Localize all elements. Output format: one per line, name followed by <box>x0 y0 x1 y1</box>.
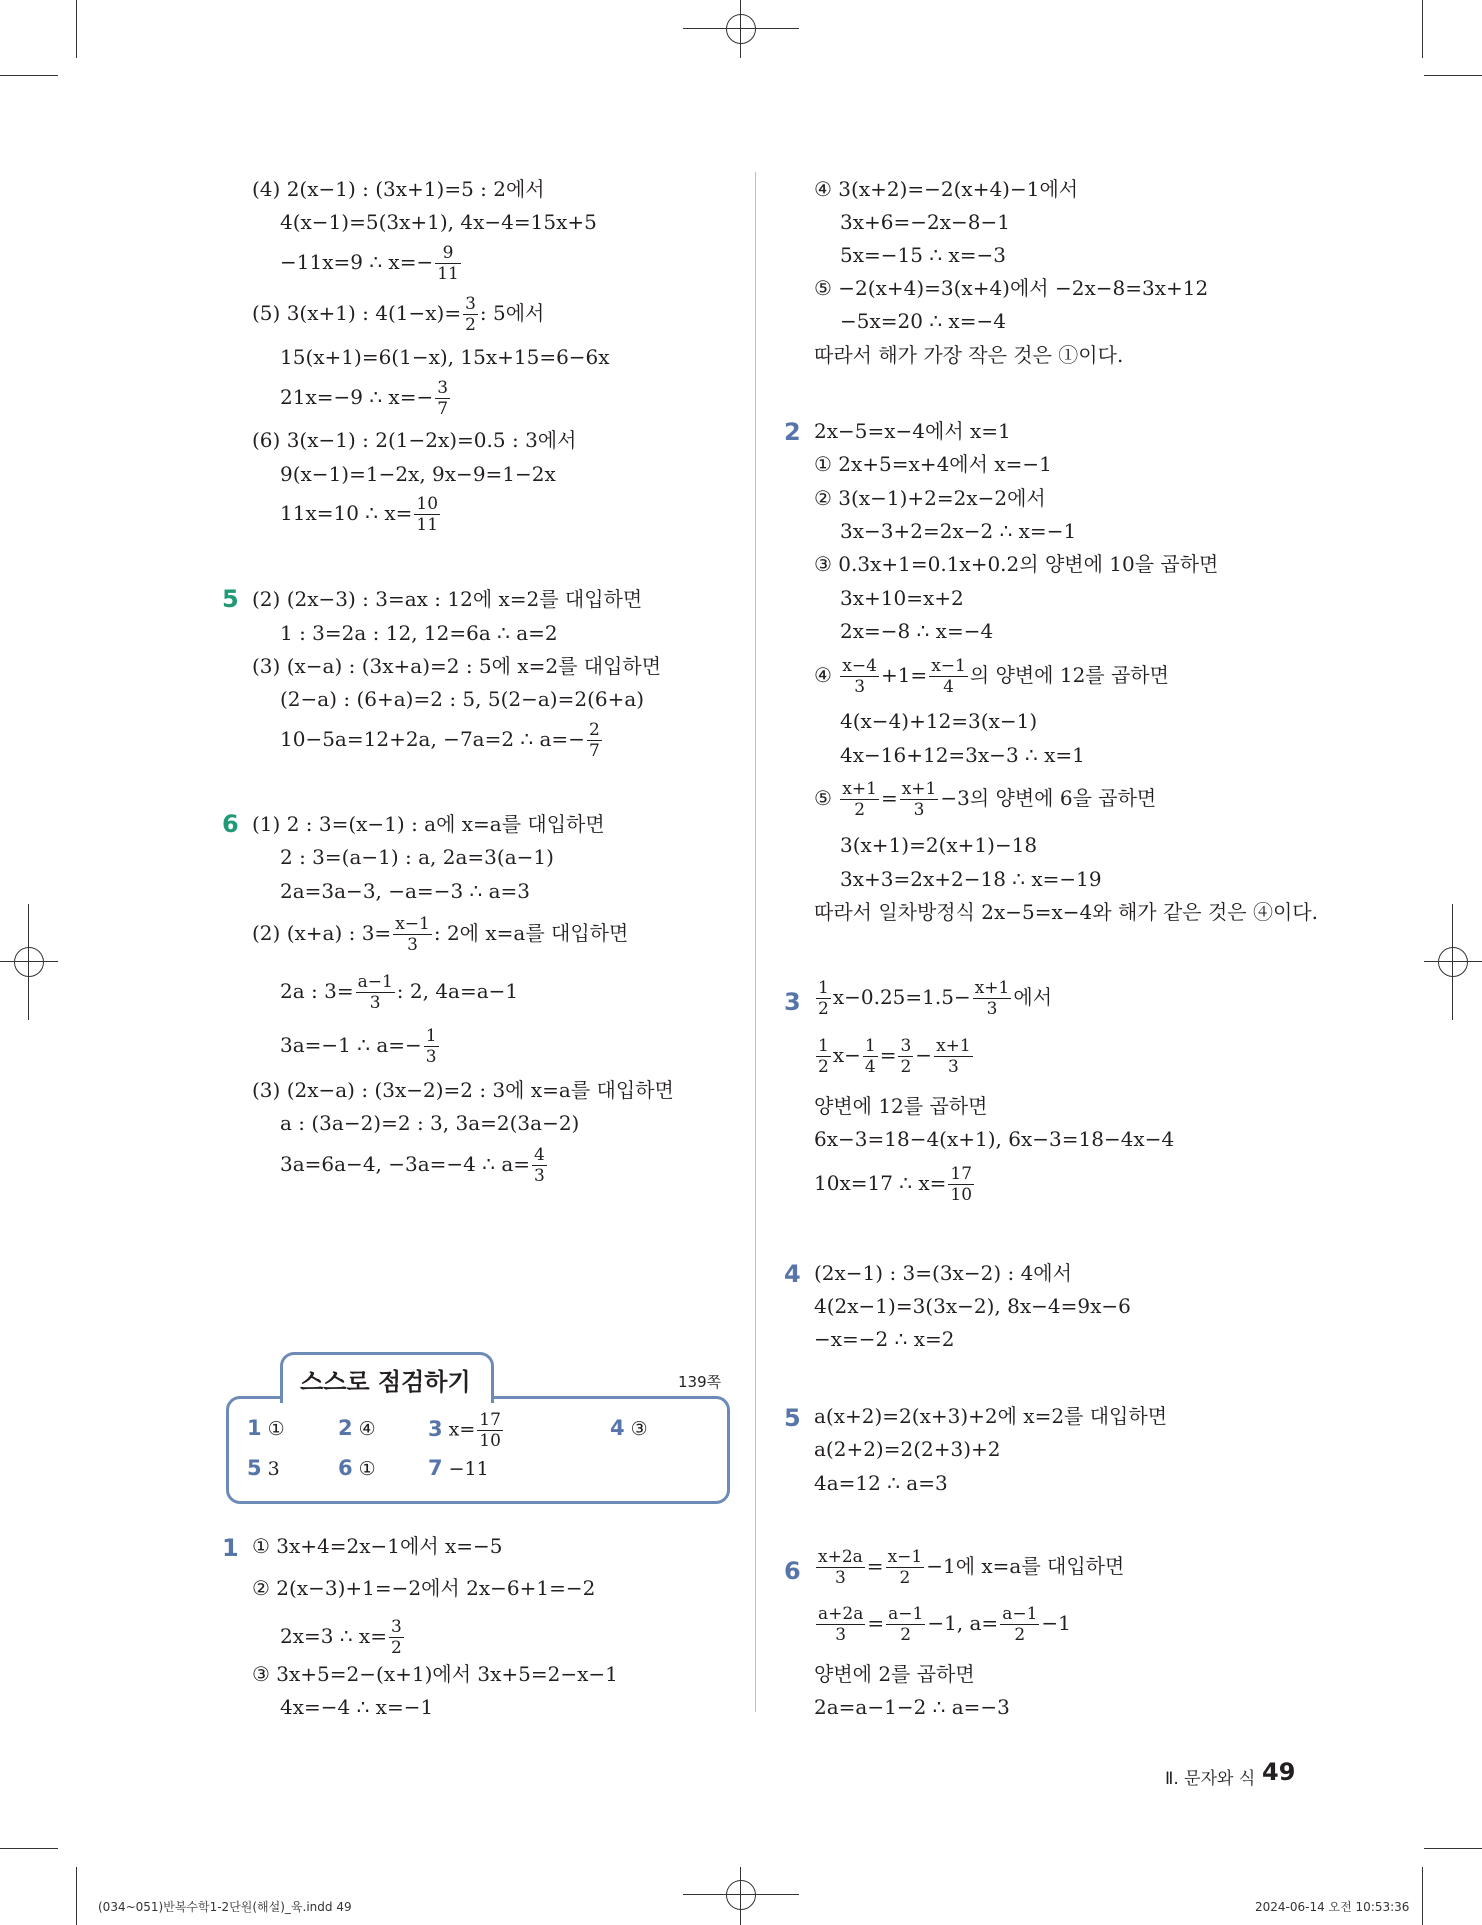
left-q6-line8: a : (3a−2)=2 : 3, 3a=2(3a−2) <box>280 1111 580 1135</box>
right-q2-line14: 따라서 일차방정식 2x−5=x−4와 해가 같은 것은 ④이다. <box>814 900 1318 924</box>
fraction: $\frac{3}{7}$ <box>437 378 449 419</box>
left-p5-line3: 21x=−9 ∴ x=− $\frac{3}{7}$ <box>280 378 449 419</box>
problem-number-6-right: 6 <box>784 1557 801 1585</box>
left-p4-line2: 4(x−1)=5(3x+1), 4x−4=15x+5 <box>280 210 597 234</box>
footer-section: Ⅱ. 문자와 식 <box>1165 1769 1256 1789</box>
fraction: $\frac{x+2a}{3}$ <box>818 1547 863 1588</box>
problem-number-4: 4 <box>784 1260 801 1288</box>
left-p5-line2: 15(x+1)=6(1−x), 15x+15=6−6x <box>280 345 610 369</box>
page-number: 49 <box>1262 1758 1296 1786</box>
left-q1-line5: 4x=−4 ∴ x=−1 <box>280 1695 434 1719</box>
right-r1-line6: 따라서 해가 가장 작은 것은 ①이다. <box>814 343 1124 367</box>
fraction: $\frac{x+1}{3}$ <box>936 1036 971 1077</box>
left-q5-line1: (2) (2x−3) : 3=ax : 12에 x=2를 대입하면 <box>252 587 643 611</box>
left-q6-line4: (2) (x+a) : 3= $\frac{x-1}{3}$ : 2에 x=a를 대입하면 <box>252 914 629 955</box>
left-q6-line5: 2a : 3= $\frac{a-1}{3}$ : 2, 4a=a−1 <box>280 972 519 1013</box>
problem-number-2: 2 <box>784 418 801 446</box>
self-check-answer-6: 6 ① <box>338 1456 376 1480</box>
left-q1-line3: 2x=3 ∴ x= $\frac{3}{2}$ <box>280 1617 402 1658</box>
fraction: $\frac{x-1}{2}$ <box>887 1547 923 1588</box>
left-q6-line7: (3) (2x−a) : (3x−2)=2 : 3에 x=a를 대입하면 <box>252 1078 674 1102</box>
fraction: $\frac{17}{10}$ <box>479 1410 501 1451</box>
column-divider <box>755 172 756 1712</box>
left-q6-line2: 2 : 3=(a−1) : a, 2a=3(a−1) <box>280 845 554 869</box>
right-q4-line3: −x=−2 ∴ x=2 <box>814 1327 955 1351</box>
fraction: $\frac{x-4}{3}$ <box>842 656 877 697</box>
right-q5-line1: a(x+2)=2(x+3)+2에 x=2를 대입하면 <box>814 1404 1168 1428</box>
right-q4-line2: 4(2x−1)=3(3x−2), 8x−4=9x−6 <box>814 1294 1131 1318</box>
left-q6-line6: 3a=−1 ∴ a=− $\frac{1}{3}$ <box>280 1026 437 1067</box>
right-r1-line3: 5x=−15 ∴ x=−3 <box>840 243 1006 267</box>
right-q2-line11: ⑤ $\frac{x+1}{2}$ = $\frac{x+1}{3}$ −3의 양변에 6을 곱하면 <box>814 779 1157 820</box>
right-q3-line4: 6x−3=18−4(x+1), 6x−3=18−4x−4 <box>814 1127 1175 1151</box>
left-p4-line1: (4) 2(x−1) : (3x+1)=5 : 2에서 <box>252 177 545 201</box>
left-q5-line5: 10−5a=12+2a, −7a=2 ∴ a=− $\frac{2}{7}$ <box>280 720 600 761</box>
fraction: $\frac{3}{2}$ <box>465 294 476 335</box>
fraction: $\frac{x-1}{3}$ <box>395 914 430 955</box>
registration-line <box>740 0 741 58</box>
crop-mark <box>0 75 58 76</box>
crop-mark <box>1424 1848 1482 1849</box>
fraction: $\frac{a-1}{3}$ <box>357 972 393 1013</box>
left-p6-line1: (6) 3(x−1) : 2(1−2x)=0.5 : 3에서 <box>252 428 577 452</box>
registration-line <box>740 1867 741 1925</box>
right-q2-line12: 3(x+1)=2(x+1)−18 <box>840 833 1038 857</box>
right-q4-line1: (2x−1) : 3=(3x−2) : 4에서 <box>814 1261 1072 1285</box>
crop-mark <box>76 0 77 58</box>
right-q2-line5: ③ 0.3x+1=0.1x+0.2의 양변에 10을 곱하면 <box>814 552 1219 576</box>
left-p6-line3: 11x=10 ∴ x= $\frac{10}{11}$ <box>280 494 439 535</box>
right-r1-line2: 3x+6=−2x−8−1 <box>840 210 1010 234</box>
right-q3-line1: $\frac{1}{2}$ x−0.25=1.5− $\frac{x+1}{3}$ 에서 <box>818 978 1053 1019</box>
left-q1-line1: ① 3x+4=2x−1에서 x=−5 <box>252 1534 503 1558</box>
right-q2-line9: 4(x−4)+12=3(x−1) <box>840 709 1038 733</box>
registration-line <box>28 904 29 1020</box>
crop-mark <box>76 1867 77 1925</box>
right-r1-line5: −5x=20 ∴ x=−4 <box>840 309 1006 333</box>
fraction: $\frac{1}{2}$ <box>818 978 829 1019</box>
fraction: $\frac{17}{10}$ <box>950 1164 973 1205</box>
right-q2-line10: 4x−16+12=3x−3 ∴ x=1 <box>840 743 1085 767</box>
fraction: $\frac{1}{4}$ <box>864 1036 876 1077</box>
fraction: $\frac{4}{3}$ <box>534 1145 545 1186</box>
right-q3-line5: 10x=17 ∴ x= $\frac{17}{10}$ <box>814 1164 973 1205</box>
left-q5-line3: (3) (x−a) : (3x+a)=2 : 5에 x=2를 대입하면 <box>252 654 662 678</box>
right-q2-line2: ① 2x+5=x+4에서 x=−1 <box>814 452 1052 476</box>
self-check-answer-4: 4 ③ <box>610 1416 648 1440</box>
right-q5-line2: a(2+2)=2(2+3)+2 <box>814 1437 1001 1461</box>
fraction: $\frac{a-1}{2}$ <box>888 1604 924 1645</box>
left-q1-line2: ② 2(x−3)+1=−2에서 2x−6+1=−2 <box>252 1576 596 1600</box>
self-check-answer-5: 5 3 <box>247 1456 280 1480</box>
crop-mark <box>1424 75 1482 76</box>
fraction: $\frac{x+1}{2}$ <box>842 779 877 820</box>
left-p5-line1: (5) 3(x+1) : 4(1−x)= $\frac{3}{2}$ : 5에서 <box>252 294 545 335</box>
right-q2-line4: 3x−3+2=2x−2 ∴ x=−1 <box>840 519 1077 543</box>
fraction: $\frac{10}{11}$ <box>416 494 439 535</box>
self-check-answer-1: 1 ① <box>247 1416 285 1440</box>
left-p4-line3: −11x=9 ∴ x=− $\frac{9}{11}$ <box>280 243 459 284</box>
problem-number-1: 1 <box>222 1534 239 1562</box>
self-check-answer-2: 2 ④ <box>338 1416 376 1440</box>
right-q6-line1: $\frac{x+2a}{3}$ = $\frac{x-1}{2}$ −1에 x=a를 대입하면 <box>818 1547 1125 1588</box>
self-check-answer-7: 7 −11 <box>428 1456 489 1480</box>
problem-number-6: 6 <box>222 810 239 838</box>
right-r1-line4: ⑤ −2(x+4)=3(x+4)에서 −2x−8=3x+12 <box>814 276 1209 300</box>
right-q2-line8: ④ $\frac{x-4}{3}$ +1= $\frac{x-1}{4}$ 의 양변에 12를 곱하면 <box>814 656 1169 697</box>
fraction: $\frac{2}{7}$ <box>588 720 600 761</box>
fraction: $\frac{x+1}{3}$ <box>974 978 1010 1019</box>
left-q1-line4: ③ 3x+5=2−(x+1)에서 3x+5=2−x−1 <box>252 1662 618 1686</box>
fraction: $\frac{1}{2}$ <box>818 1036 829 1077</box>
right-q6-line2: $\frac{a+2a}{3}$ = $\frac{a-1}{2}$ −1, a= $\frac{a-1}{2}$ −1 <box>818 1604 1071 1645</box>
problem-number-3: 3 <box>784 988 801 1016</box>
right-q2-line6: 3x+10=x+2 <box>840 586 964 610</box>
fraction: $\frac{3}{2}$ <box>390 1617 402 1658</box>
right-q2-line1: 2x−5=x−4에서 x=1 <box>814 419 1011 443</box>
fraction: $\frac{x-1}{4}$ <box>931 656 966 697</box>
fraction: $\frac{1}{3}$ <box>425 1026 437 1067</box>
file-slug: (034~051)반복수학1-2단원(해설)_육.indd 49 <box>98 1900 352 1914</box>
fraction: $\frac{a+2a}{3}$ <box>818 1604 864 1645</box>
left-p6-line2: 9(x−1)=1−2x, 9x−9=1−2x <box>280 462 556 486</box>
problem-number-5-right: 5 <box>784 1404 801 1432</box>
date-slug: 2024-06-14 오전 10:53:36 <box>1255 1900 1410 1914</box>
right-q2-line13: 3x+3=2x+2−18 ∴ x=−19 <box>840 867 1102 891</box>
left-q5-line4: (2−a) : (6+a)=2 : 5, 5(2−a)=2(6+a) <box>280 687 645 711</box>
fraction: $\frac{3}{2}$ <box>900 1036 912 1077</box>
fraction: $\frac{x+1}{3}$ <box>901 779 937 820</box>
left-q6-line9: 3a=6a−4, −3a=−4 ∴ a= $\frac{4}{3}$ <box>280 1145 545 1186</box>
right-q2-line3: ② 3(x−1)+2=2x−2에서 <box>814 486 1046 510</box>
crop-mark <box>0 1848 58 1849</box>
right-q5-line3: 4a=12 ∴ a=3 <box>814 1471 948 1495</box>
crop-mark <box>1422 1867 1423 1925</box>
left-q6-line1: (1) 2 : 3=(x−1) : a에 x=a를 대입하면 <box>252 812 605 836</box>
fraction: $\frac{9}{11}$ <box>437 243 459 284</box>
right-q3-line2: $\frac{1}{2}$ x− $\frac{1}{4}$ = $\frac{3}{2}$ − $\frac{x+1}{3}$ <box>818 1036 971 1077</box>
registration-line <box>1452 904 1453 1020</box>
left-q6-line3: 2a=3a−3, −a=−3 ∴ a=3 <box>280 879 531 903</box>
problem-number-5: 5 <box>222 585 239 613</box>
right-q3-line3: 양변에 12를 곱하면 <box>814 1094 988 1118</box>
self-check-answer-3: 3 x= $\frac{17}{10}$ <box>428 1410 501 1451</box>
self-check-page-ref: 139쪽 <box>678 1373 722 1391</box>
crop-mark <box>1422 0 1423 58</box>
right-q6-line4: 2a=a−1−2 ∴ a=−3 <box>814 1695 1010 1719</box>
fraction: $\frac{a-1}{2}$ <box>1002 1604 1038 1645</box>
right-r1-line1: ④ 3(x+2)=−2(x+4)−1에서 <box>814 177 1079 201</box>
left-q5-line2: 1 : 3=2a : 12, 12=6a ∴ a=2 <box>280 621 558 645</box>
self-check-title: 스스로 점검하기 <box>300 1368 471 1396</box>
right-q6-line3: 양변에 2를 곱하면 <box>814 1662 975 1686</box>
right-q2-line7: 2x=−8 ∴ x=−4 <box>840 619 994 643</box>
